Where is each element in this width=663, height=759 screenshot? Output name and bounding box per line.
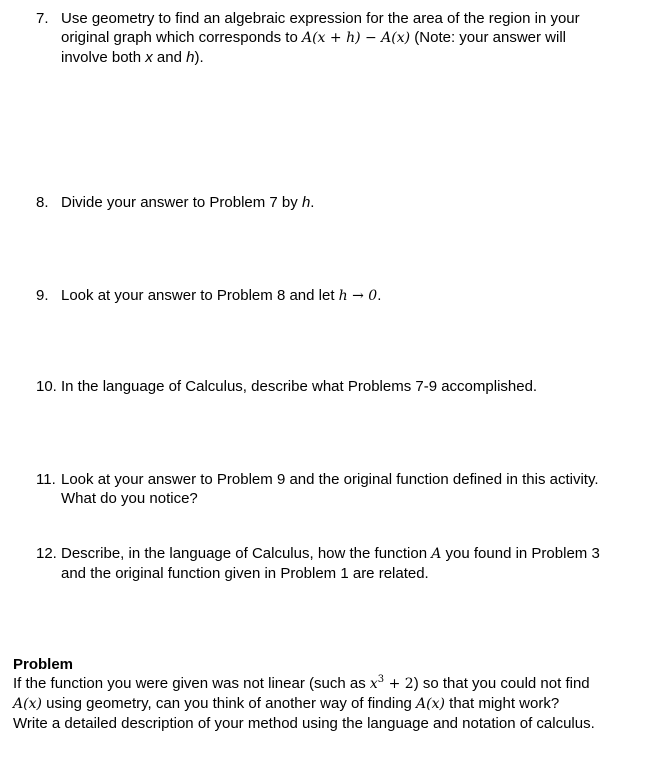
problem-line [13,674,653,694]
text: that might work? [444,695,560,712]
variable-h: h [301,194,311,211]
question-10 [36,377,646,396]
variable-x: x [369,676,378,692]
problem-title: Problem [13,656,74,673]
question-line [61,544,646,564]
text: Look at your answer to Problem 8 and let [61,287,339,304]
question-text [61,193,646,212]
variable-x: x [145,49,153,66]
question-11 [36,470,646,508]
question-text: In the language of Calculus, describe what Problems 7-9 accomplished. [61,378,538,395]
question-number: 12. [36,545,57,562]
variable-h: h [186,49,195,66]
question-text [61,286,646,306]
question-text [61,9,646,67]
text: involve both [61,49,146,66]
exponent: 3 [377,674,385,685]
problem-line [13,694,653,714]
math-expression: A(x + h) − A(x) [301,30,411,46]
question-text [61,544,646,583]
question-number: 11. [36,471,56,488]
question-line [61,9,646,28]
math-expression: h → 0 [338,288,378,304]
text: . [377,287,382,304]
question-8 [36,193,646,212]
text: Use geometry to find an algebraic expression for the area of the region in your [61,10,580,27]
text: using geometry, can you think of another way of finding [41,695,417,712]
question-line: and the original function given in Problem 1 are related. [61,565,429,582]
question-line [61,28,646,48]
math-function-a: A(x) [416,696,445,712]
text: Describe, in the language of Calculus, how the function [61,545,432,562]
question-number: 9. [36,287,49,304]
question-line [61,48,646,67]
math-expression: + 2 [384,676,414,692]
problem-section [13,655,653,733]
text: and [152,49,187,66]
text: original graph which corresponds to [61,29,302,46]
question-12 [36,544,646,583]
question-text [61,470,646,508]
question-7 [36,9,646,67]
problem-line: Write a detailed description of your method using the language and notation of calculus. [13,715,595,732]
math-function-a: A(x) [13,696,42,712]
question-line: Look at your answer to Problem 9 and the original function defined in this activity. [61,471,599,488]
text: you found in Problem 3 [441,545,600,562]
text: If the function you were given was not linear (such as [13,675,370,692]
math-function-a: A [431,546,442,562]
text: Divide your answer to Problem 7 by [61,194,302,211]
question-line: What do you notice? [61,490,198,507]
question-number: 8. [36,194,49,211]
question-number: 7. [36,10,49,27]
question-9 [36,286,646,306]
text: ). [194,49,204,66]
text: . [310,194,315,211]
text: ) so that you could not find [413,675,590,692]
question-number: 10. [36,378,57,395]
text: (Note: your answer will [410,29,566,46]
